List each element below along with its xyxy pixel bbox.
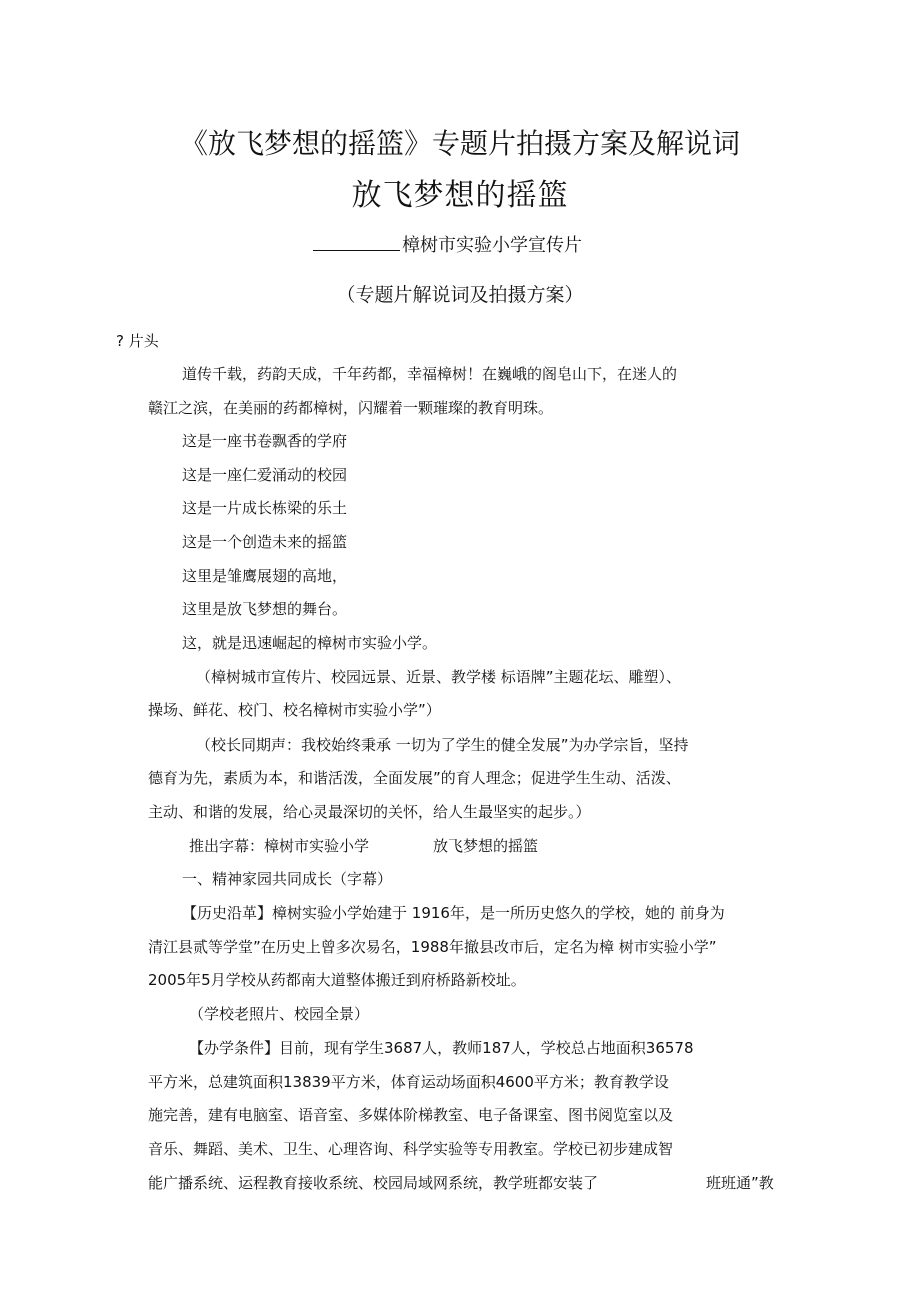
paragraph-line-right: 班班通”教 <box>706 1174 774 1192</box>
paragraph-line: 施完善，建有电脑室、语音室、多媒体阶梯教室、电子备课室、图书阅览室以及 <box>148 1106 674 1124</box>
paragraph-line: 主动、和谐的发展，给心灵最深切的关怀，给人生最坚实的起步。） <box>148 803 591 821</box>
document-subtitle-paren: （专题片解说词及拍摄方案） <box>336 284 584 306</box>
paragraph-line: 德育为先，素质为本，和谐活泼，全面发展”的育人理念；促进学生生动、活泼、 <box>148 769 681 787</box>
section-head: ? 片头 <box>116 332 159 350</box>
paragraph-line: 【办学条件】目前，现有学生3687人，教师187人，学校总占地面积36578 <box>189 1039 694 1057</box>
document-title: 《放飞梦想的摇篮》专题片拍摄方案及解说词 <box>179 127 740 160</box>
paragraph-line: 赣江之滨，在美丽的药都樟树，闪耀着一颗璀璨的教育明珠。 <box>148 399 554 417</box>
paragraph-line: 这里是雏鹰展翅的高地， <box>182 567 348 585</box>
paragraph-line: 音乐、舞蹈、美术、卫生、心理咨询、科学实验等专用教室。学校已初步建成智 <box>148 1140 674 1158</box>
paragraph-line: （校长同期声：我校始终秉承 一切为了学生的健全发展”为办学宗旨，坚持 <box>196 736 689 754</box>
paragraph-line: 道传千载，药韵天成，千年药都，幸福樟树！在巍峨的阁皂山下，在迷人的 <box>182 365 678 383</box>
paragraph-line: （樟树城市宣传片、校园远景、近景、教学楼 标语牌”主题花坛、雕塑）、 <box>196 668 682 686</box>
paragraph-line: 【历史沿革】樟树实验小学始建于 1916年，是一所历史悠久的学校，她的 前身为 <box>182 904 725 922</box>
paragraph-line: 这，就是迅速崛起的樟树市实验小学。 <box>182 634 438 652</box>
paragraph-line: 这里是放飞梦想的舞台。 <box>182 600 348 618</box>
paragraph-line: 这是一个创造未来的摇篮 <box>182 533 348 551</box>
document-subtitle <box>313 231 582 257</box>
caption-line: 推出字幕：樟树市实验小学 <box>189 837 370 855</box>
paragraph-line: 2005年5月学校从药都南大道整体搬迁到府桥路新校址。 <box>148 971 526 989</box>
paragraph-line: 这是一座仁爱涌动的校园 <box>182 466 348 484</box>
paragraph-line: 这是一片成长栋梁的乐土 <box>182 499 348 517</box>
caption-line-right: 放飞梦想的摇篮 <box>433 837 539 855</box>
paragraph-line: 这是一座书卷飘香的学府 <box>182 432 348 450</box>
subtitle-text: 樟树市实验小学宣传片 <box>402 235 582 256</box>
paragraph-line: 平方米，总建筑面积13839平方米，体育运动场面积4600平方米；教育教学设 <box>148 1073 669 1091</box>
paragraph-line: 能广播系统、运程教育接收系统、校园局域网系统，教学班都安装了 <box>148 1174 599 1192</box>
paragraph-line: 清江县贰等学堂”在历史上曾多次易名，1988年撤县改市后，定名为樟 树市实验小学” <box>148 938 717 956</box>
section-title: 一、精神家园共同成长（字幕） <box>182 870 393 888</box>
document-heading: 放飞梦想的摇篮 <box>351 178 569 213</box>
blank-underline <box>313 236 400 251</box>
paragraph-line: 操场、鲜花、校门、校名樟树市实验小学”） <box>148 701 441 719</box>
paragraph-line: （学校老照片、校园全景） <box>189 1005 370 1023</box>
